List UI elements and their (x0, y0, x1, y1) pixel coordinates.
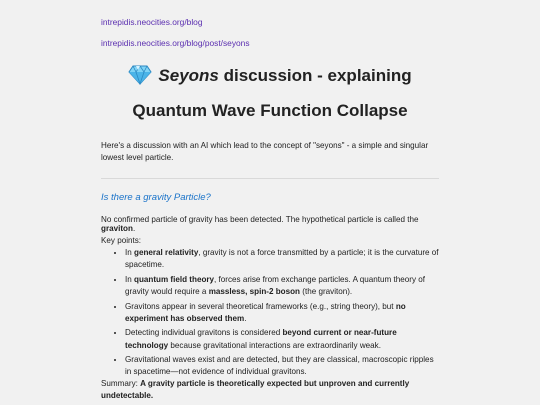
list-item: • In quantum field theory, forces arise from exchange particles. A quantum theory of gravity would require a massless, spin-2 boson (the graviton). (125, 274, 439, 298)
blog-link[interactable]: intrepidis.neocities.org/blog (101, 17, 203, 27)
key-points-label: Key points: (101, 236, 142, 245)
title-emphasis: Seyons (158, 66, 219, 85)
post-link[interactable]: intrepidis.neocities.org/blog/post/seyons (101, 38, 250, 48)
gem-icon (128, 64, 152, 95)
list-item: • Detecting individual gravitons is considered beyond current or near-future technology because gravitational interactions are extraordinarily weak. (125, 327, 439, 351)
section-heading: Is there a gravity Particle? (101, 192, 211, 203)
divider (101, 178, 439, 179)
list-item: • In general relativity, gravity is not a force transmitted by a particle; it is the curvature of spacetime. (125, 247, 439, 271)
list-item: • Gravitons appear in several theoretical frameworks (e.g., string theory), but no experiment has observed them. (125, 301, 439, 325)
summary-paragraph: Summary: A gravity particle is theoretically expected but unproven and currently undetectable. (101, 379, 410, 400)
intro-paragraph: Here's a discussion with an AI which lead to the concept of "seyons" - a simple and singular lowest level particle. (101, 141, 429, 162)
graviton-paragraph: No confirmed particle of gravity has been detected. The hypothetical particle is called the graviton. (101, 215, 419, 233)
title-rest: discussion - explaining Quantum Wave Function Collapse (132, 66, 412, 120)
page-title (101, 60, 439, 126)
key-points-list (101, 247, 439, 381)
list-item: • Gravitational waves exist and are detected, but they are classical, macroscopic ripples in spacetime—not evidence of individual gravitons. (125, 354, 439, 378)
